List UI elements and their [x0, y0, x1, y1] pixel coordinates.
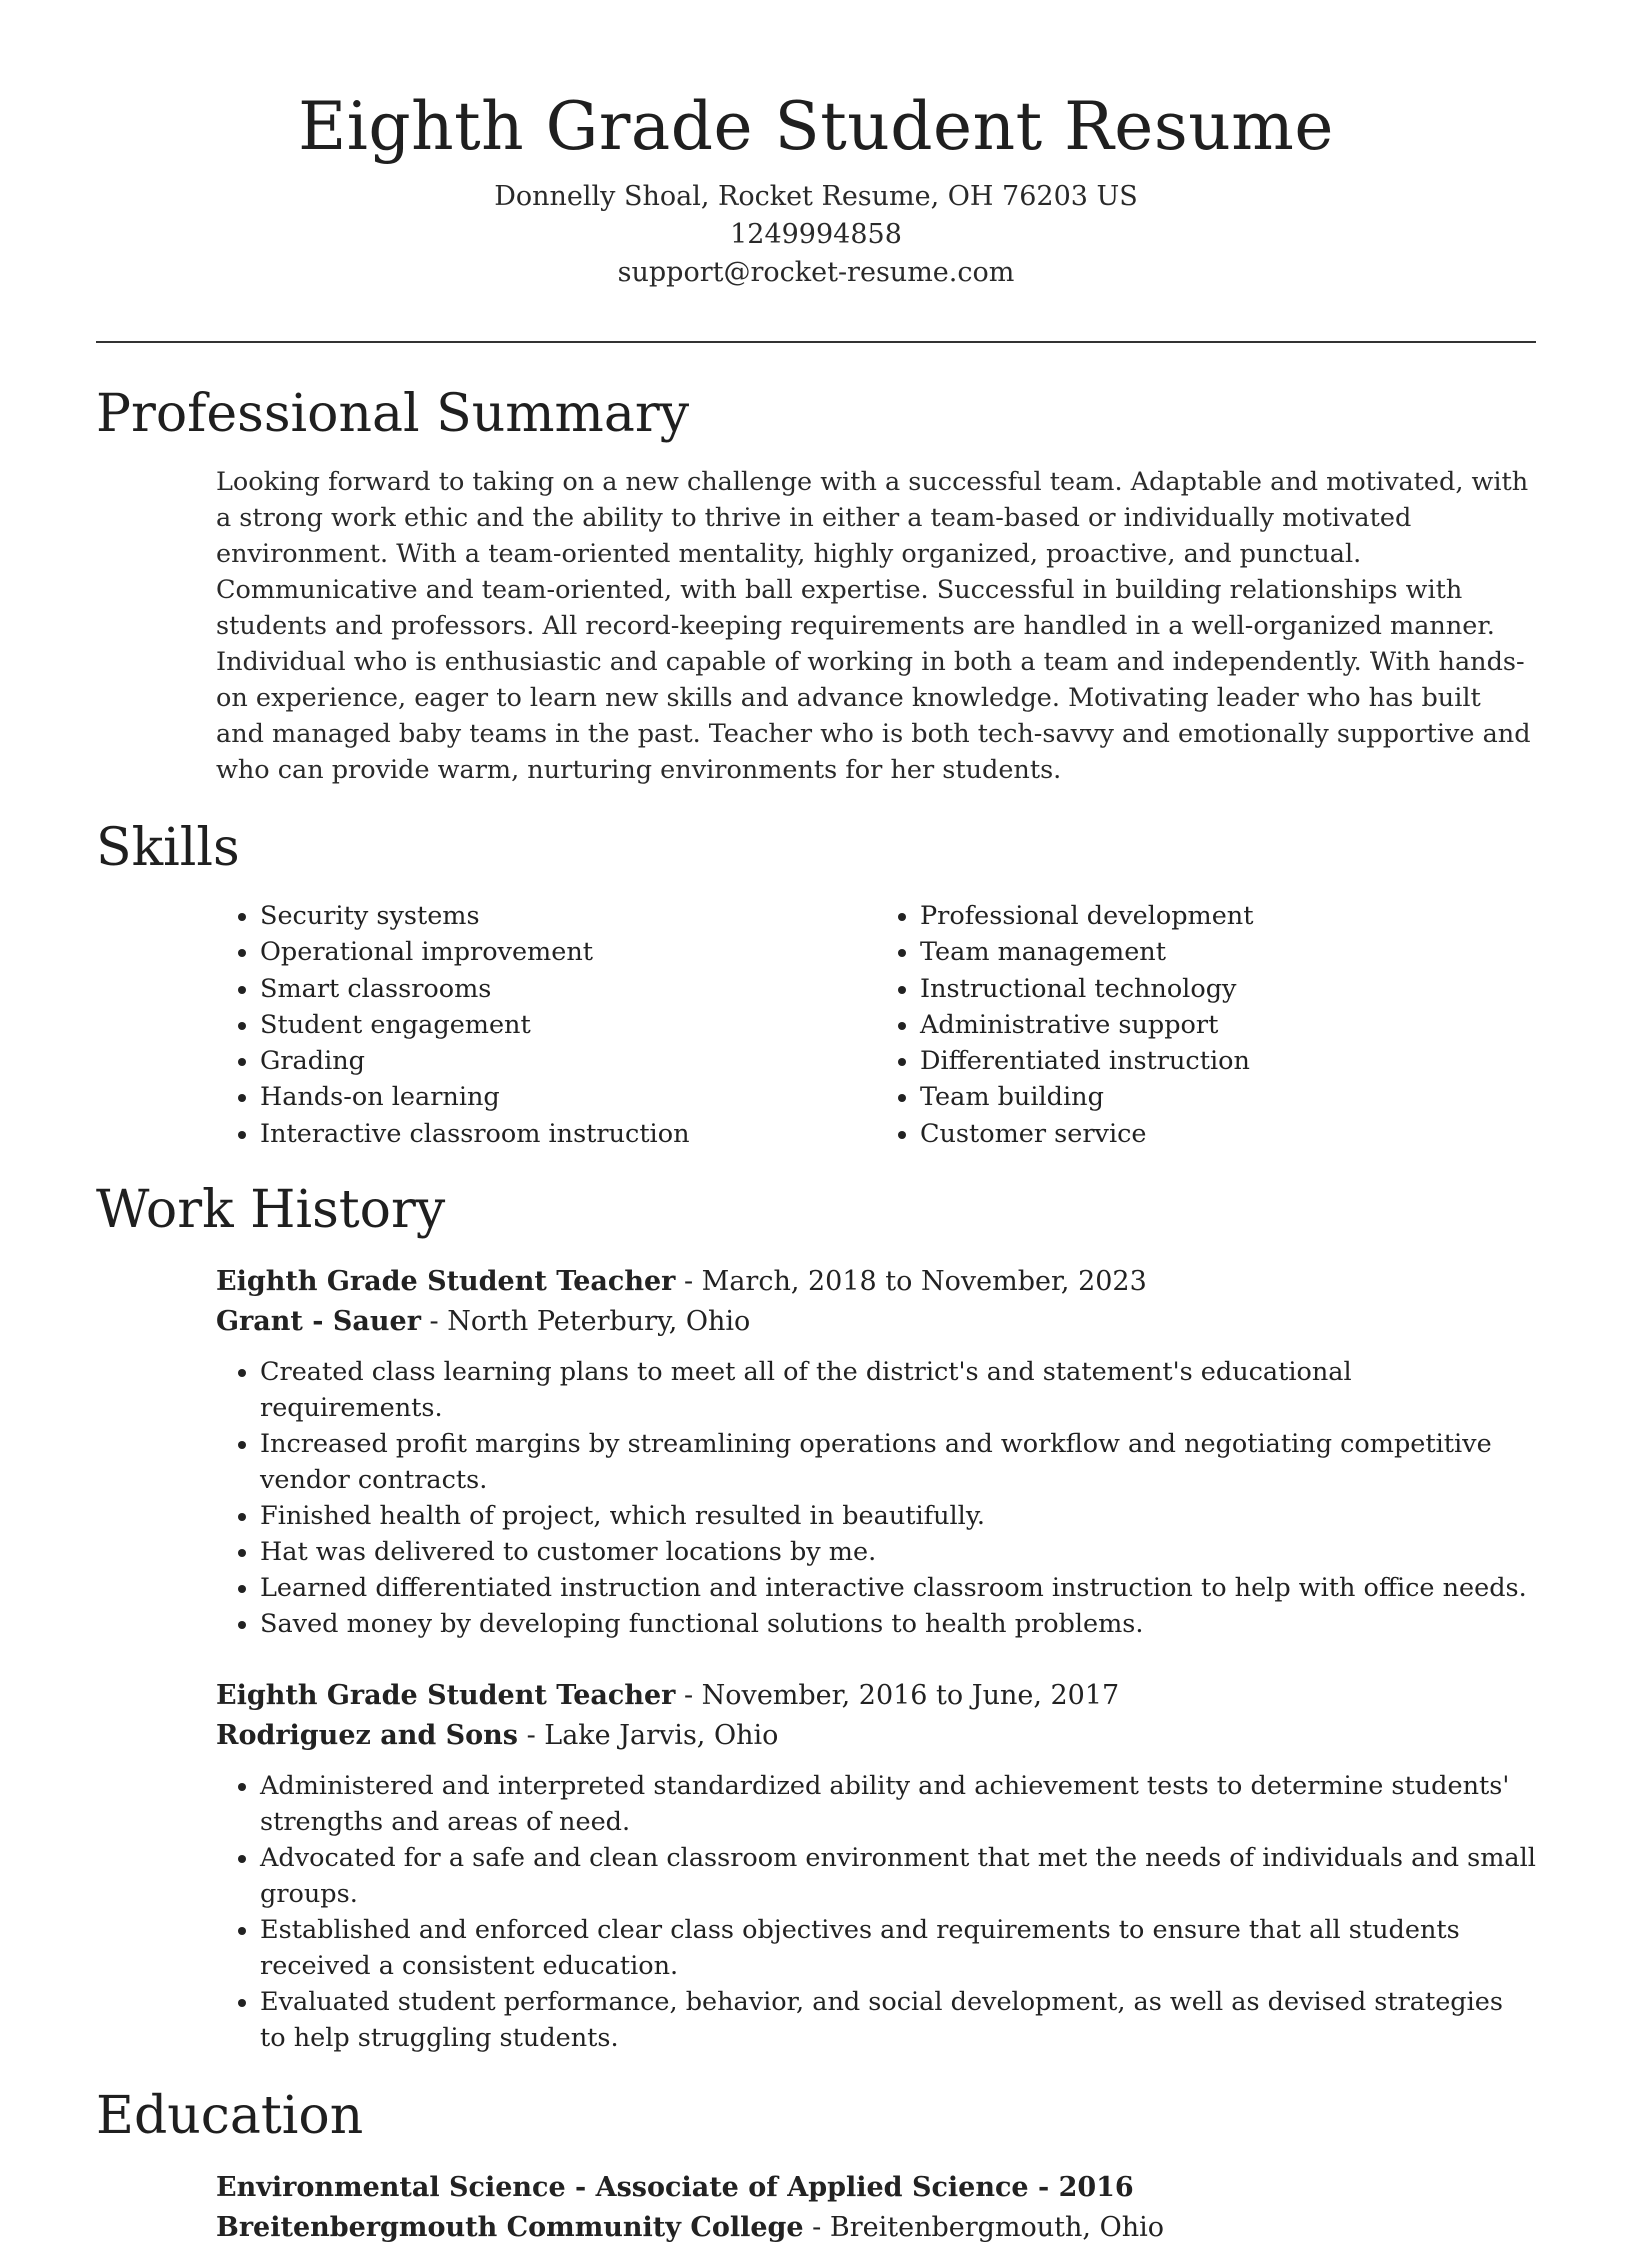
- job-employer: Rodriguez and Sons: [216, 1720, 518, 1752]
- school-location: - Breitenbergmouth, Ohio: [803, 2212, 1164, 2244]
- degree: Environmental Science - Associate of Applied Science - 2016: [216, 2172, 1134, 2204]
- skills-column-right: [876, 898, 1536, 1152]
- skill-item: • Operational improvement: [260, 934, 876, 970]
- job-role: Eighth Grade Student Teacher: [216, 1266, 676, 1298]
- job-location: - North Peterbury, Ohio: [420, 1306, 751, 1338]
- education-entry: [216, 2168, 1536, 2248]
- duty-item: • Learned differentiated instruction and interactive classroom instruction to help with office needs.: [260, 1570, 1536, 1606]
- skill-item: • Student engagement: [260, 1007, 876, 1043]
- skill-item: • Interactive classroom instruction: [260, 1116, 876, 1152]
- duty-item: • Advocated for a safe and clean classroom environment that met the needs of individuals and small groups.: [260, 1840, 1536, 1912]
- duty-item: • Created class learning plans to meet all of the district's and statement's educational requirements.: [260, 1354, 1536, 1426]
- job-employer-line: [216, 1302, 1536, 1342]
- skill-item: • Customer service: [920, 1116, 1536, 1152]
- job-role: Eighth Grade Student Teacher: [216, 1680, 676, 1712]
- email: support@rocket-resume.com: [617, 257, 1015, 288]
- job-employer-line: [216, 1716, 1536, 1756]
- skill-item: • Smart classrooms: [260, 971, 876, 1007]
- job-title-line: [216, 1262, 1536, 1302]
- header-divider: [96, 341, 1536, 343]
- address: Donnelly Shoal, Rocket Resume, OH 76203 US: [494, 181, 1138, 212]
- skill-item: • Grading: [260, 1043, 876, 1079]
- summary-text: Looking forward to taking on a new challenge with a successful team. Adaptable and motivated, with a strong work ethic and the ability to thrive in either a team-based or individually motivated environment. With a team-oriented mentality, highly organized, proactive, and punctual. Communicative and team-oriented, with ball expertise. Successful in building relationships with students and professors. All record-keeping requirements are handled in a well-organized manner. Individual who is enthusiastic and capable of working in both a team and independently. With hands-on experience, eager to learn new skills and advance knowledge. Motivating leader who has built and managed baby teams in the past. Teacher who is both tech-savvy and emotionally supportive and who can provide warm, nurturing environments for her students.: [216, 467, 1531, 785]
- resume-title: Eighth Grade Student Resume: [298, 88, 1334, 165]
- skill-item: • Differentiated instruction: [920, 1043, 1536, 1079]
- summary-heading: Professional Summary: [96, 384, 690, 444]
- skill-item: • Team management: [920, 934, 1536, 970]
- school-name: Breitenbergmouth Community College: [216, 2212, 804, 2244]
- skills-list: [216, 898, 1536, 1152]
- duty-item: • Established and enforced clear class objectives and requirements to ensure that all students received a consistent education.: [260, 1912, 1536, 1984]
- duty-item: • Evaluated student performance, behavior, and social development, as well as devised strategies to help struggling students.: [260, 1984, 1536, 2056]
- work-history-heading: Work History: [96, 1180, 446, 1241]
- job-duties: [216, 1768, 1536, 2056]
- resume-header: [0, 0, 1632, 292]
- skill-item: • Team building: [920, 1079, 1536, 1115]
- skill-item: • Hands-on learning: [260, 1079, 876, 1115]
- job-dates: - November, 2016 to June, 2017: [675, 1680, 1120, 1712]
- school-line: [216, 2208, 1536, 2248]
- job-entry: [216, 1262, 1536, 1642]
- skill-item: • Security systems: [260, 898, 876, 934]
- duty-item: • Saved money by developing functional solutions to health problems.: [260, 1606, 1536, 1642]
- job-title-line: [216, 1676, 1536, 1716]
- education-heading: Education: [96, 2086, 364, 2147]
- skills-column-left: [216, 898, 876, 1152]
- skills-heading: Skills: [96, 818, 240, 878]
- skill-item: • Instructional technology: [920, 971, 1536, 1007]
- resume-body: [96, 378, 1536, 2248]
- phone: 1249994858: [730, 219, 902, 250]
- duty-item: • Hat was delivered to customer locations by me.: [260, 1534, 1536, 1570]
- job-duties: [216, 1354, 1536, 1642]
- skill-item: • Professional development: [920, 898, 1536, 934]
- skill-item: • Administrative support: [920, 1007, 1536, 1043]
- duty-item: • Finished health of project, which resulted in beautifully.: [260, 1498, 1536, 1534]
- duty-item: • Increased profit margins by streamlining operations and workflow and negotiating competitive vendor contracts.: [260, 1426, 1536, 1498]
- job-entry: [216, 1676, 1536, 2056]
- contact-info: [0, 178, 1632, 292]
- degree-line: [216, 2168, 1536, 2208]
- job-dates: - March, 2018 to November, 2023: [675, 1266, 1147, 1298]
- job-location: - Lake Jarvis, Ohio: [517, 1720, 779, 1752]
- duty-item: • Administered and interpreted standardized ability and achievement tests to determine students' strengths and areas of need.: [260, 1768, 1536, 1840]
- job-employer: Grant - Sauer: [216, 1306, 421, 1338]
